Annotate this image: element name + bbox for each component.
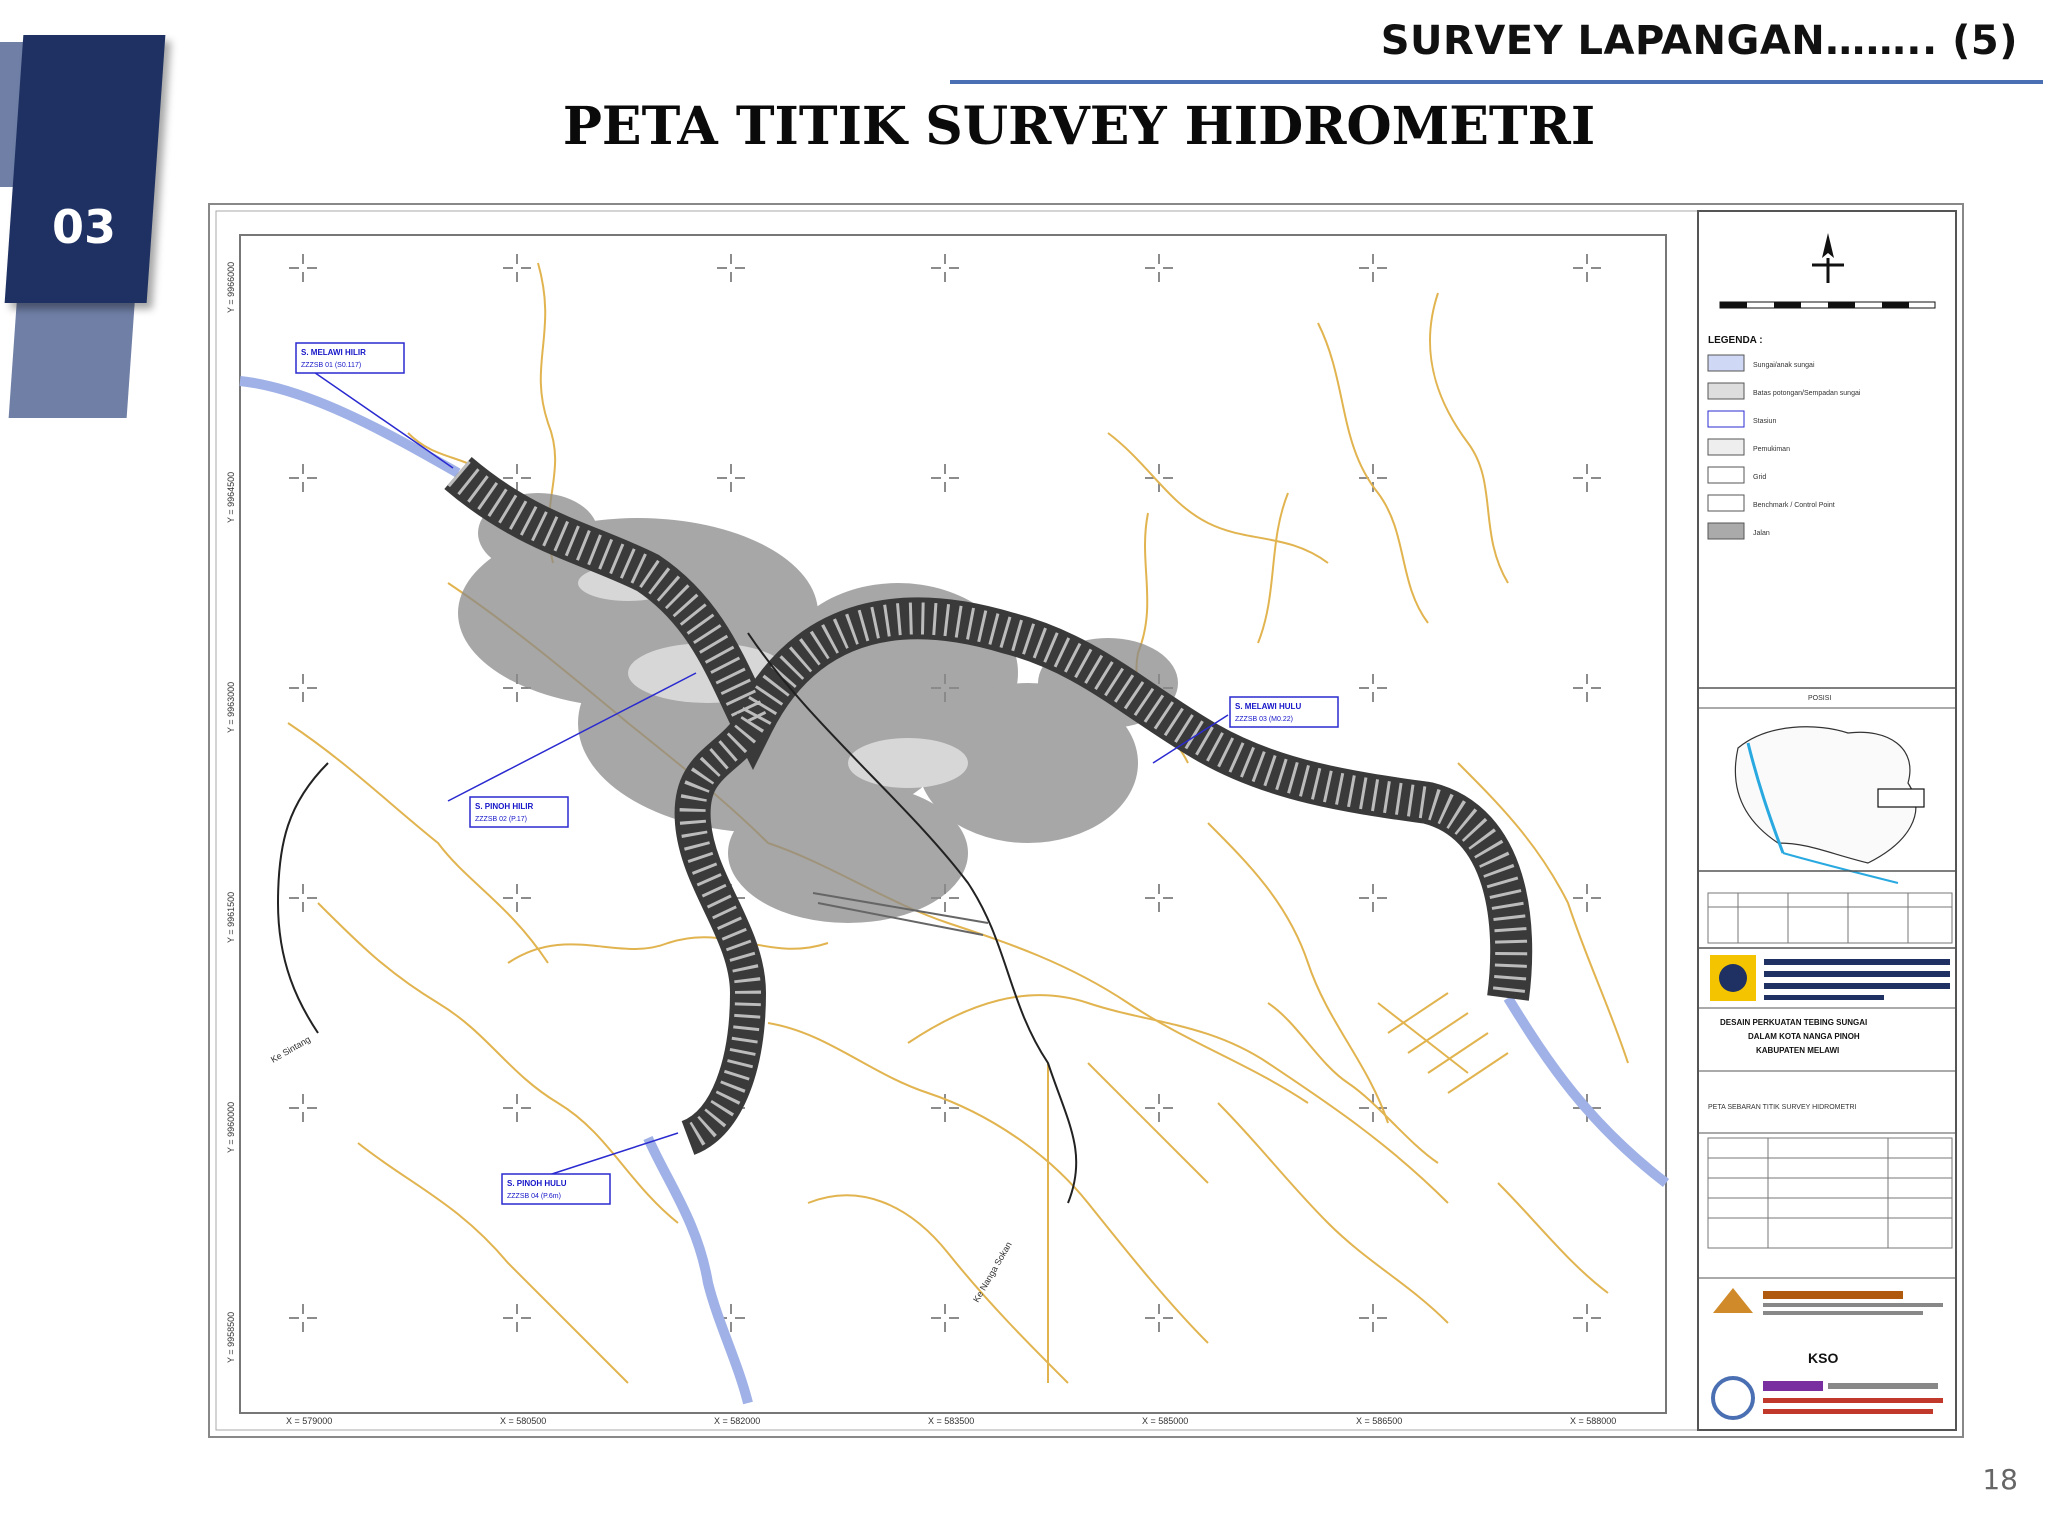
station-label-4 [502, 1174, 610, 1204]
y-tick-label: Y = 9958500 [226, 1311, 236, 1363]
x-tick-label: X = 579000 [286, 1416, 333, 1426]
y-tick-label: Y = 9961500 [226, 891, 236, 943]
x-tick-label: X = 583500 [928, 1416, 975, 1426]
station-label-2 [470, 797, 568, 827]
legend-label: Grid [1753, 474, 1767, 481]
project-title-line: DALAM KOTA NANGA PINOH [1748, 1032, 1860, 1041]
station-code: ZZZSB 02 (P.17) [475, 816, 528, 823]
kso-label: KSO [1808, 1350, 1839, 1366]
station-label-3 [1230, 697, 1338, 727]
station-name: S. PINOH HILIR [475, 802, 534, 811]
x-tick-label: X = 582000 [714, 1416, 761, 1426]
station-name: S. PINOH HULU [507, 1179, 567, 1188]
project-title-line: DESAIN PERKUATAN TEBING SUNGAI [1720, 1018, 1868, 1027]
y-tick-label: Y = 9963000 [226, 681, 236, 733]
y-tick-label: Y = 9966000 [226, 261, 236, 313]
partner-logo-icon [1713, 1378, 1943, 1418]
station-name: S. MELAWI HILIR [301, 348, 366, 357]
legend-label: Jalan [1753, 530, 1770, 537]
legend-label: Batas potongan/Sempadan sungai [1753, 390, 1861, 397]
road-label: Ke Sintang [269, 1034, 313, 1065]
legend-label: Benchmark / Control Point [1753, 502, 1835, 509]
drawing-title: PETA SEBARAN TITIK SURVEY HIDROMETRI [1708, 1104, 1857, 1111]
hydrometry-map [208, 203, 1964, 1438]
station-label-1 [296, 343, 404, 373]
x-tick-label: X = 585000 [1142, 1416, 1189, 1426]
station-name: S. MELAWI HULU [1235, 702, 1302, 711]
ministry-logo-icon [1710, 955, 1756, 1001]
inset-title: POSISI [1808, 695, 1832, 702]
road-label: Ke Nanga Sokan [971, 1240, 1014, 1304]
station-code: ZZZSB 01 (S0.117) [301, 362, 362, 369]
x-tick-label: X = 588000 [1570, 1416, 1617, 1426]
page-number: 18 [1982, 1463, 2018, 1496]
section-title: SURVEY LAPANGAN…….. (5) [1380, 18, 2018, 64]
station-code: ZZZSB 04 (P.6m) [507, 1193, 561, 1200]
x-tick-label: X = 580500 [500, 1416, 547, 1426]
section-number: 03 [52, 200, 117, 254]
legend-label: Stasiun [1753, 418, 1777, 425]
legend-label: Pemukiman [1753, 446, 1790, 453]
y-tick-label: Y = 9960000 [226, 1101, 236, 1153]
station-code: ZZZSB 03 (M0.22) [1235, 716, 1293, 723]
project-title-line: KABUPATEN MELAWI [1756, 1046, 1840, 1055]
section-badge [5, 35, 166, 303]
legend-title: LEGENDA : [1708, 335, 1763, 346]
legend-label: Sungai/anak sungai [1753, 362, 1815, 369]
header-divider [950, 80, 2043, 84]
x-tick-label: X = 586500 [1356, 1416, 1403, 1426]
scale-bar [1720, 302, 1935, 308]
y-tick-label: Y = 9964500 [226, 471, 236, 523]
page-title: PETA TITIK SURVEY HIDROMETRI [562, 96, 1596, 157]
